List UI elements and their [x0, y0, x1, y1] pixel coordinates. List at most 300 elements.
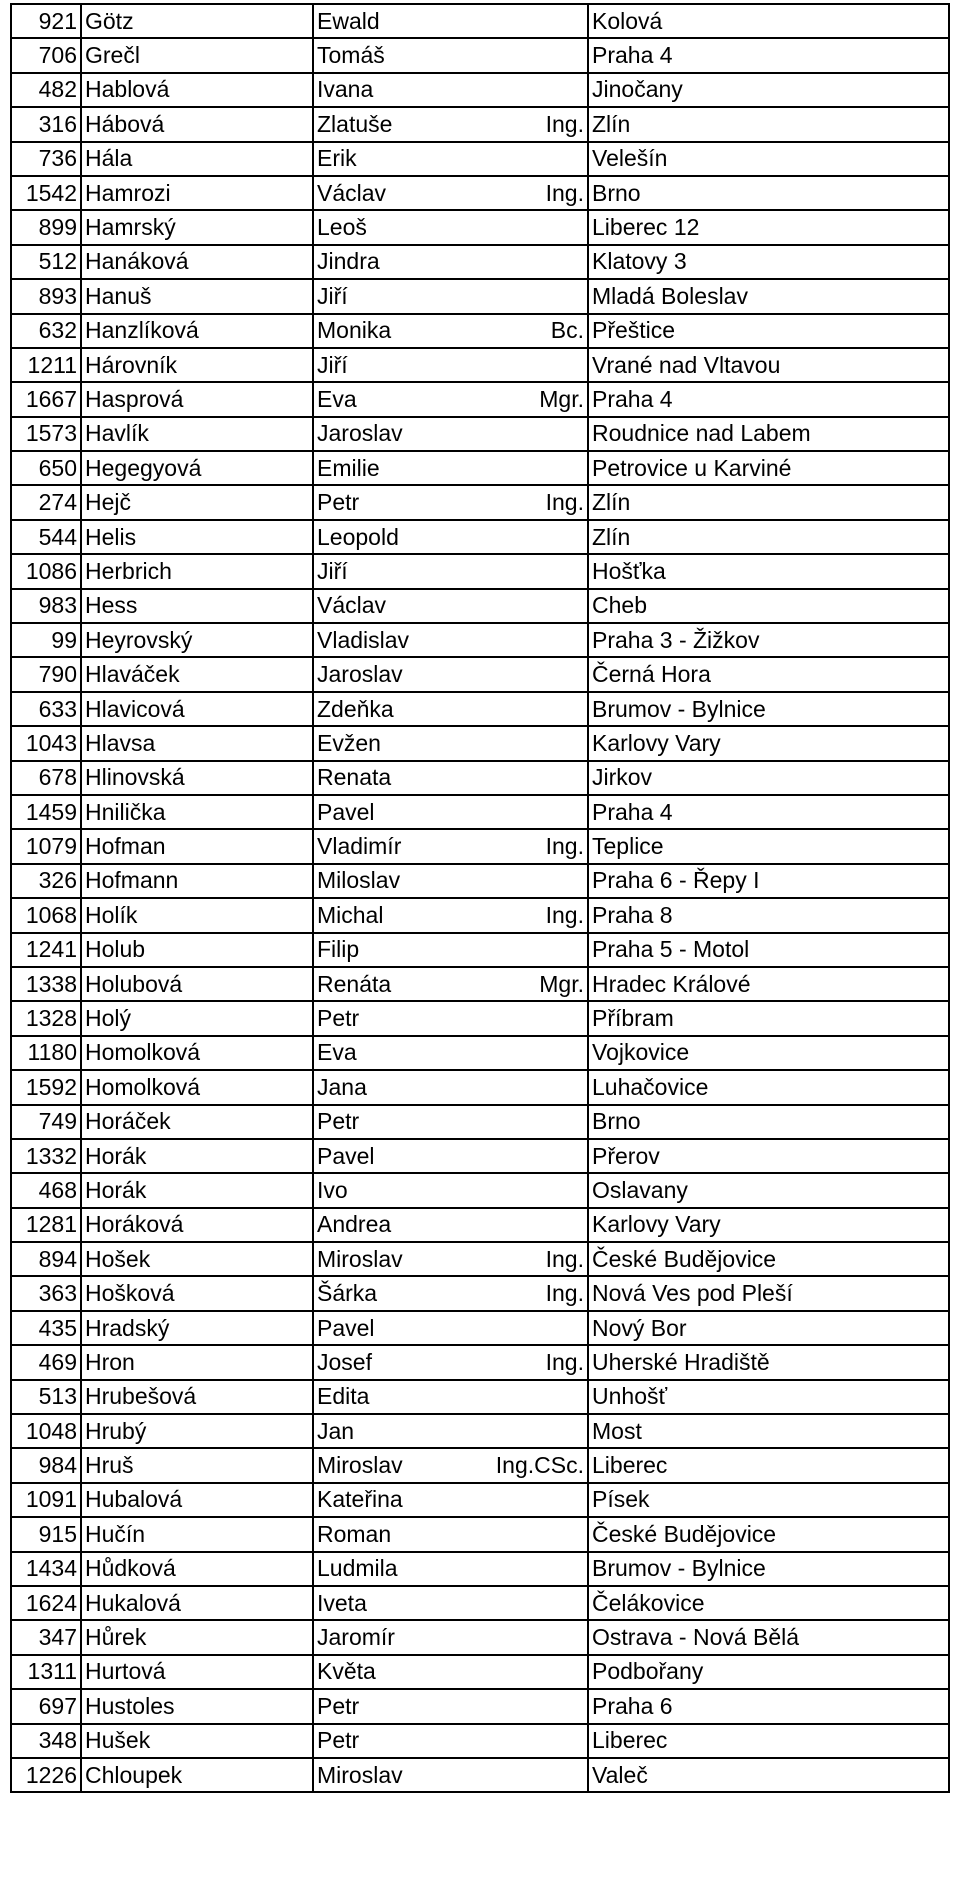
row-surname: Hruš [81, 1448, 313, 1482]
row-title [473, 1208, 588, 1242]
table-row [11, 829, 949, 863]
row-id: 348 [11, 1724, 81, 1758]
row-title: Ing. [473, 485, 588, 519]
row-id: 1624 [11, 1586, 81, 1620]
row-surname: Hlaváček [81, 657, 313, 691]
roster-sheet [10, 3, 948, 1793]
row-title: Mgr. [473, 967, 588, 1001]
row-first-name: Ludmila [313, 1552, 473, 1586]
row-city: Ostrava - Nová Bělá [588, 1620, 949, 1654]
row-id: 512 [11, 245, 81, 279]
row-city: Zlín [588, 520, 949, 554]
table-row [11, 1586, 949, 1620]
table-row [11, 1380, 949, 1414]
row-id: 1091 [11, 1483, 81, 1517]
row-id: 633 [11, 692, 81, 726]
row-first-name: Eva [313, 1036, 473, 1070]
row-title [473, 1036, 588, 1070]
row-surname: Hůrek [81, 1620, 313, 1654]
row-title: Ing. [473, 107, 588, 141]
table-row [11, 107, 949, 141]
row-id: 1086 [11, 554, 81, 588]
row-title [473, 417, 588, 451]
row-title [473, 1070, 588, 1104]
row-first-name: Erik [313, 142, 473, 176]
row-city: Vrané nad Vltavou [588, 348, 949, 382]
row-title: Ing.CSc. [473, 1448, 588, 1482]
row-first-name: Emilie [313, 451, 473, 485]
row-title [473, 1620, 588, 1654]
row-surname: Hůdková [81, 1552, 313, 1586]
row-surname: Hanuš [81, 279, 313, 313]
row-first-name: Petr [313, 1724, 473, 1758]
row-id: 316 [11, 107, 81, 141]
row-first-name: Jaroslav [313, 417, 473, 451]
row-city: Liberec [588, 1448, 949, 1482]
row-city: Praha 5 - Motol [588, 933, 949, 967]
row-city: Cheb [588, 589, 949, 623]
row-city: Uherské Hradiště [588, 1345, 949, 1379]
row-title [473, 1105, 588, 1139]
row-first-name: Zdeňka [313, 692, 473, 726]
row-first-name: Iveta [313, 1586, 473, 1620]
row-first-name: Roman [313, 1517, 473, 1551]
row-city: Klatovy 3 [588, 245, 949, 279]
row-id: 790 [11, 657, 81, 691]
row-first-name: Ivana [313, 73, 473, 107]
row-id: 893 [11, 279, 81, 313]
row-surname: Hlinovská [81, 761, 313, 795]
table-row [11, 623, 949, 657]
row-id: 894 [11, 1242, 81, 1276]
row-title: Ing. [473, 1242, 588, 1276]
row-title [473, 1724, 588, 1758]
row-id: 706 [11, 38, 81, 72]
row-surname: Hablová [81, 73, 313, 107]
row-title: Bc. [473, 314, 588, 348]
table-row [11, 279, 949, 313]
row-id: 1328 [11, 1001, 81, 1035]
row-id: 1542 [11, 176, 81, 210]
row-first-name: Tomáš [313, 38, 473, 72]
row-first-name: Filip [313, 933, 473, 967]
row-id: 274 [11, 485, 81, 519]
row-first-name: Petr [313, 485, 473, 519]
row-title [473, 795, 588, 829]
row-surname: Herbrich [81, 554, 313, 588]
table-row [11, 1036, 949, 1070]
row-title [473, 1380, 588, 1414]
table-row [11, 1655, 949, 1689]
table-row [11, 1208, 949, 1242]
row-first-name: Vladimír [313, 829, 473, 863]
row-title [473, 1311, 588, 1345]
row-first-name: Jindra [313, 245, 473, 279]
row-title [473, 1758, 588, 1792]
table-row [11, 1552, 949, 1586]
row-surname: Horák [81, 1173, 313, 1207]
table-row [11, 761, 949, 795]
row-id: 736 [11, 142, 81, 176]
row-id: 544 [11, 520, 81, 554]
row-surname: Hošek [81, 1242, 313, 1276]
row-city: Podbořany [588, 1655, 949, 1689]
row-first-name: Ivo [313, 1173, 473, 1207]
row-city: Roudnice nad Labem [588, 417, 949, 451]
row-surname: Holík [81, 898, 313, 932]
row-city: Brno [588, 1105, 949, 1139]
row-id: 921 [11, 4, 81, 38]
row-surname: Hlavicová [81, 692, 313, 726]
row-surname: Hradský [81, 1311, 313, 1345]
row-surname: Hušek [81, 1724, 313, 1758]
row-first-name: Miloslav [313, 864, 473, 898]
row-city: České Budějovice [588, 1517, 949, 1551]
row-title [473, 1173, 588, 1207]
row-first-name: Vladislav [313, 623, 473, 657]
row-city: Praha 3 - Žižkov [588, 623, 949, 657]
table-row [11, 933, 949, 967]
row-city: Jirkov [588, 761, 949, 795]
row-city: Velešín [588, 142, 949, 176]
roster-body [11, 4, 949, 1792]
row-first-name: Edita [313, 1380, 473, 1414]
row-surname: Hrubý [81, 1414, 313, 1448]
row-city: Most [588, 1414, 949, 1448]
table-row [11, 1276, 949, 1310]
row-city: Valeč [588, 1758, 949, 1792]
row-title [473, 4, 588, 38]
table-row [11, 898, 949, 932]
table-row [11, 4, 949, 38]
row-id: 1211 [11, 348, 81, 382]
row-city: Praha 4 [588, 795, 949, 829]
row-id: 650 [11, 451, 81, 485]
row-surname: Holý [81, 1001, 313, 1035]
table-row [11, 795, 949, 829]
row-id: 363 [11, 1276, 81, 1310]
row-id: 326 [11, 864, 81, 898]
table-row [11, 1689, 949, 1723]
row-id: 749 [11, 1105, 81, 1139]
row-title: Ing. [473, 829, 588, 863]
row-first-name: Petr [313, 1689, 473, 1723]
row-surname: Hustoles [81, 1689, 313, 1723]
row-id: 1241 [11, 933, 81, 967]
table-row [11, 485, 949, 519]
row-id: 1226 [11, 1758, 81, 1792]
row-city: Přeštice [588, 314, 949, 348]
row-city: Nová Ves pod Pleší [588, 1276, 949, 1310]
row-title [473, 864, 588, 898]
row-id: 1592 [11, 1070, 81, 1104]
row-id: 1667 [11, 382, 81, 416]
row-id: 1311 [11, 1655, 81, 1689]
row-id: 1281 [11, 1208, 81, 1242]
row-city: Unhošť [588, 1380, 949, 1414]
row-id: 347 [11, 1620, 81, 1654]
row-title: Mgr. [473, 382, 588, 416]
row-first-name: Eva [313, 382, 473, 416]
row-surname: Chloupek [81, 1758, 313, 1792]
row-surname: Grečl [81, 38, 313, 72]
row-city: Petrovice u Karviné [588, 451, 949, 485]
table-row [11, 1242, 949, 1276]
row-id: 1180 [11, 1036, 81, 1070]
row-first-name: Monika [313, 314, 473, 348]
row-title [473, 1414, 588, 1448]
row-id: 1332 [11, 1139, 81, 1173]
row-title [473, 623, 588, 657]
row-surname: Horáková [81, 1208, 313, 1242]
row-id: 678 [11, 761, 81, 795]
row-title [473, 279, 588, 313]
row-first-name: Jaromír [313, 1620, 473, 1654]
row-first-name: Zlatuše [313, 107, 473, 141]
row-title: Ing. [473, 898, 588, 932]
row-surname: Hess [81, 589, 313, 623]
row-city: Zlín [588, 485, 949, 519]
row-city: Brumov - Bylnice [588, 1552, 949, 1586]
row-surname: Holubová [81, 967, 313, 1001]
row-title [473, 692, 588, 726]
row-surname: Hron [81, 1345, 313, 1379]
row-id: 1459 [11, 795, 81, 829]
table-row [11, 1483, 949, 1517]
row-city: Oslavany [588, 1173, 949, 1207]
row-city: Luhačovice [588, 1070, 949, 1104]
row-first-name: Leopold [313, 520, 473, 554]
row-surname: Hála [81, 142, 313, 176]
row-surname: Horák [81, 1139, 313, 1173]
table-row [11, 1105, 949, 1139]
row-surname: Hejč [81, 485, 313, 519]
row-first-name: Květa [313, 1655, 473, 1689]
row-surname: Hrubešová [81, 1380, 313, 1414]
row-title [473, 38, 588, 72]
row-city: Nový Bor [588, 1311, 949, 1345]
table-row [11, 451, 949, 485]
row-city: Praha 8 [588, 898, 949, 932]
row-surname: Hlavsa [81, 726, 313, 760]
table-row [11, 314, 949, 348]
row-surname: Hanáková [81, 245, 313, 279]
row-first-name: Evžen [313, 726, 473, 760]
row-first-name: Jan [313, 1414, 473, 1448]
row-city: Karlovy Vary [588, 726, 949, 760]
table-row [11, 864, 949, 898]
row-first-name: Jana [313, 1070, 473, 1104]
row-id: 1434 [11, 1552, 81, 1586]
row-title [473, 933, 588, 967]
row-city: Jinočany [588, 73, 949, 107]
table-row [11, 38, 949, 72]
row-title [473, 451, 588, 485]
row-surname: Götz [81, 4, 313, 38]
row-first-name: Jaroslav [313, 657, 473, 691]
table-row [11, 245, 949, 279]
row-id: 513 [11, 1380, 81, 1414]
table-row [11, 967, 949, 1001]
row-id: 899 [11, 210, 81, 244]
row-title [473, 73, 588, 107]
row-id: 632 [11, 314, 81, 348]
row-title [473, 1483, 588, 1517]
row-title [473, 1586, 588, 1620]
row-first-name: Jiří [313, 348, 473, 382]
row-id: 1068 [11, 898, 81, 932]
row-title [473, 142, 588, 176]
row-first-name: Renáta [313, 967, 473, 1001]
row-id: 984 [11, 1448, 81, 1482]
table-row [11, 726, 949, 760]
row-title: Ing. [473, 1276, 588, 1310]
row-surname: Hegegyová [81, 451, 313, 485]
table-row [11, 692, 949, 726]
row-id: 482 [11, 73, 81, 107]
roster-table [10, 3, 950, 1793]
row-city: České Budějovice [588, 1242, 949, 1276]
row-city: Černá Hora [588, 657, 949, 691]
table-row [11, 1517, 949, 1551]
table-row [11, 73, 949, 107]
row-surname: Hárovník [81, 348, 313, 382]
table-row [11, 1311, 949, 1345]
row-city: Přerov [588, 1139, 949, 1173]
row-first-name: Šárka [313, 1276, 473, 1310]
row-id: 1079 [11, 829, 81, 863]
row-surname: Hučín [81, 1517, 313, 1551]
row-id: 468 [11, 1173, 81, 1207]
row-first-name: Miroslav [313, 1758, 473, 1792]
row-city: Kolová [588, 4, 949, 38]
table-row [11, 1070, 949, 1104]
row-title [473, 348, 588, 382]
row-title [473, 761, 588, 795]
row-title [473, 245, 588, 279]
row-surname: Hamrský [81, 210, 313, 244]
row-first-name: Miroslav [313, 1448, 473, 1482]
table-row [11, 382, 949, 416]
row-surname: Hubalová [81, 1483, 313, 1517]
row-title [473, 210, 588, 244]
row-city: Zlín [588, 107, 949, 141]
row-id: 1043 [11, 726, 81, 760]
row-first-name: Pavel [313, 795, 473, 829]
row-city: Čelákovice [588, 1586, 949, 1620]
row-id: 983 [11, 589, 81, 623]
row-first-name: Josef [313, 1345, 473, 1379]
row-city: Karlovy Vary [588, 1208, 949, 1242]
row-surname: Hofman [81, 829, 313, 863]
row-id: 469 [11, 1345, 81, 1379]
row-surname: Homolková [81, 1070, 313, 1104]
row-first-name: Pavel [313, 1311, 473, 1345]
table-row [11, 1001, 949, 1035]
row-surname: Helis [81, 520, 313, 554]
row-surname: Hábová [81, 107, 313, 141]
row-surname: Hošková [81, 1276, 313, 1310]
row-city: Praha 6 - Řepy I [588, 864, 949, 898]
row-first-name: Petr [313, 1105, 473, 1139]
row-title [473, 554, 588, 588]
table-row [11, 554, 949, 588]
row-surname: Heyrovský [81, 623, 313, 657]
row-city: Písek [588, 1483, 949, 1517]
row-first-name: Jiří [313, 554, 473, 588]
row-city: Liberec 12 [588, 210, 949, 244]
row-city: Brno [588, 176, 949, 210]
row-city: Vojkovice [588, 1036, 949, 1070]
table-row [11, 1448, 949, 1482]
row-surname: Hofmann [81, 864, 313, 898]
table-row [11, 1758, 949, 1792]
row-city: Praha 4 [588, 382, 949, 416]
table-row [11, 657, 949, 691]
row-first-name: Leoš [313, 210, 473, 244]
table-row [11, 1173, 949, 1207]
row-first-name: Ewald [313, 4, 473, 38]
row-surname: Hasprová [81, 382, 313, 416]
row-id: 1048 [11, 1414, 81, 1448]
table-row [11, 210, 949, 244]
row-id: 1338 [11, 967, 81, 1001]
row-title: Ing. [473, 1345, 588, 1379]
row-first-name: Andrea [313, 1208, 473, 1242]
table-row [11, 1414, 949, 1448]
row-first-name: Václav [313, 589, 473, 623]
row-title [473, 1517, 588, 1551]
row-title [473, 520, 588, 554]
row-title [473, 1689, 588, 1723]
row-first-name: Renata [313, 761, 473, 795]
row-surname: Horáček [81, 1105, 313, 1139]
row-surname: Homolková [81, 1036, 313, 1070]
table-row [11, 1345, 949, 1379]
row-first-name: Jiří [313, 279, 473, 313]
row-surname: Hanzlíková [81, 314, 313, 348]
table-row [11, 176, 949, 210]
row-city: Hradec Králové [588, 967, 949, 1001]
row-title [473, 1001, 588, 1035]
row-id: 915 [11, 1517, 81, 1551]
row-first-name: Kateřina [313, 1483, 473, 1517]
row-title [473, 726, 588, 760]
row-first-name: Miroslav [313, 1242, 473, 1276]
row-city: Praha 6 [588, 1689, 949, 1723]
row-surname: Hurtová [81, 1655, 313, 1689]
table-row [11, 589, 949, 623]
table-row [11, 417, 949, 451]
table-row [11, 1724, 949, 1758]
row-surname: Havlík [81, 417, 313, 451]
row-city: Brumov - Bylnice [588, 692, 949, 726]
table-row [11, 520, 949, 554]
table-row [11, 142, 949, 176]
row-title [473, 1552, 588, 1586]
row-id: 697 [11, 1689, 81, 1723]
row-surname: Hukalová [81, 1586, 313, 1620]
row-surname: Hnilička [81, 795, 313, 829]
row-first-name: Pavel [313, 1139, 473, 1173]
row-city: Teplice [588, 829, 949, 863]
row-id: 1573 [11, 417, 81, 451]
row-first-name: Petr [313, 1001, 473, 1035]
table-row [11, 1139, 949, 1173]
row-surname: Hamrozi [81, 176, 313, 210]
row-city: Mladá Boleslav [588, 279, 949, 313]
row-surname: Holub [81, 933, 313, 967]
